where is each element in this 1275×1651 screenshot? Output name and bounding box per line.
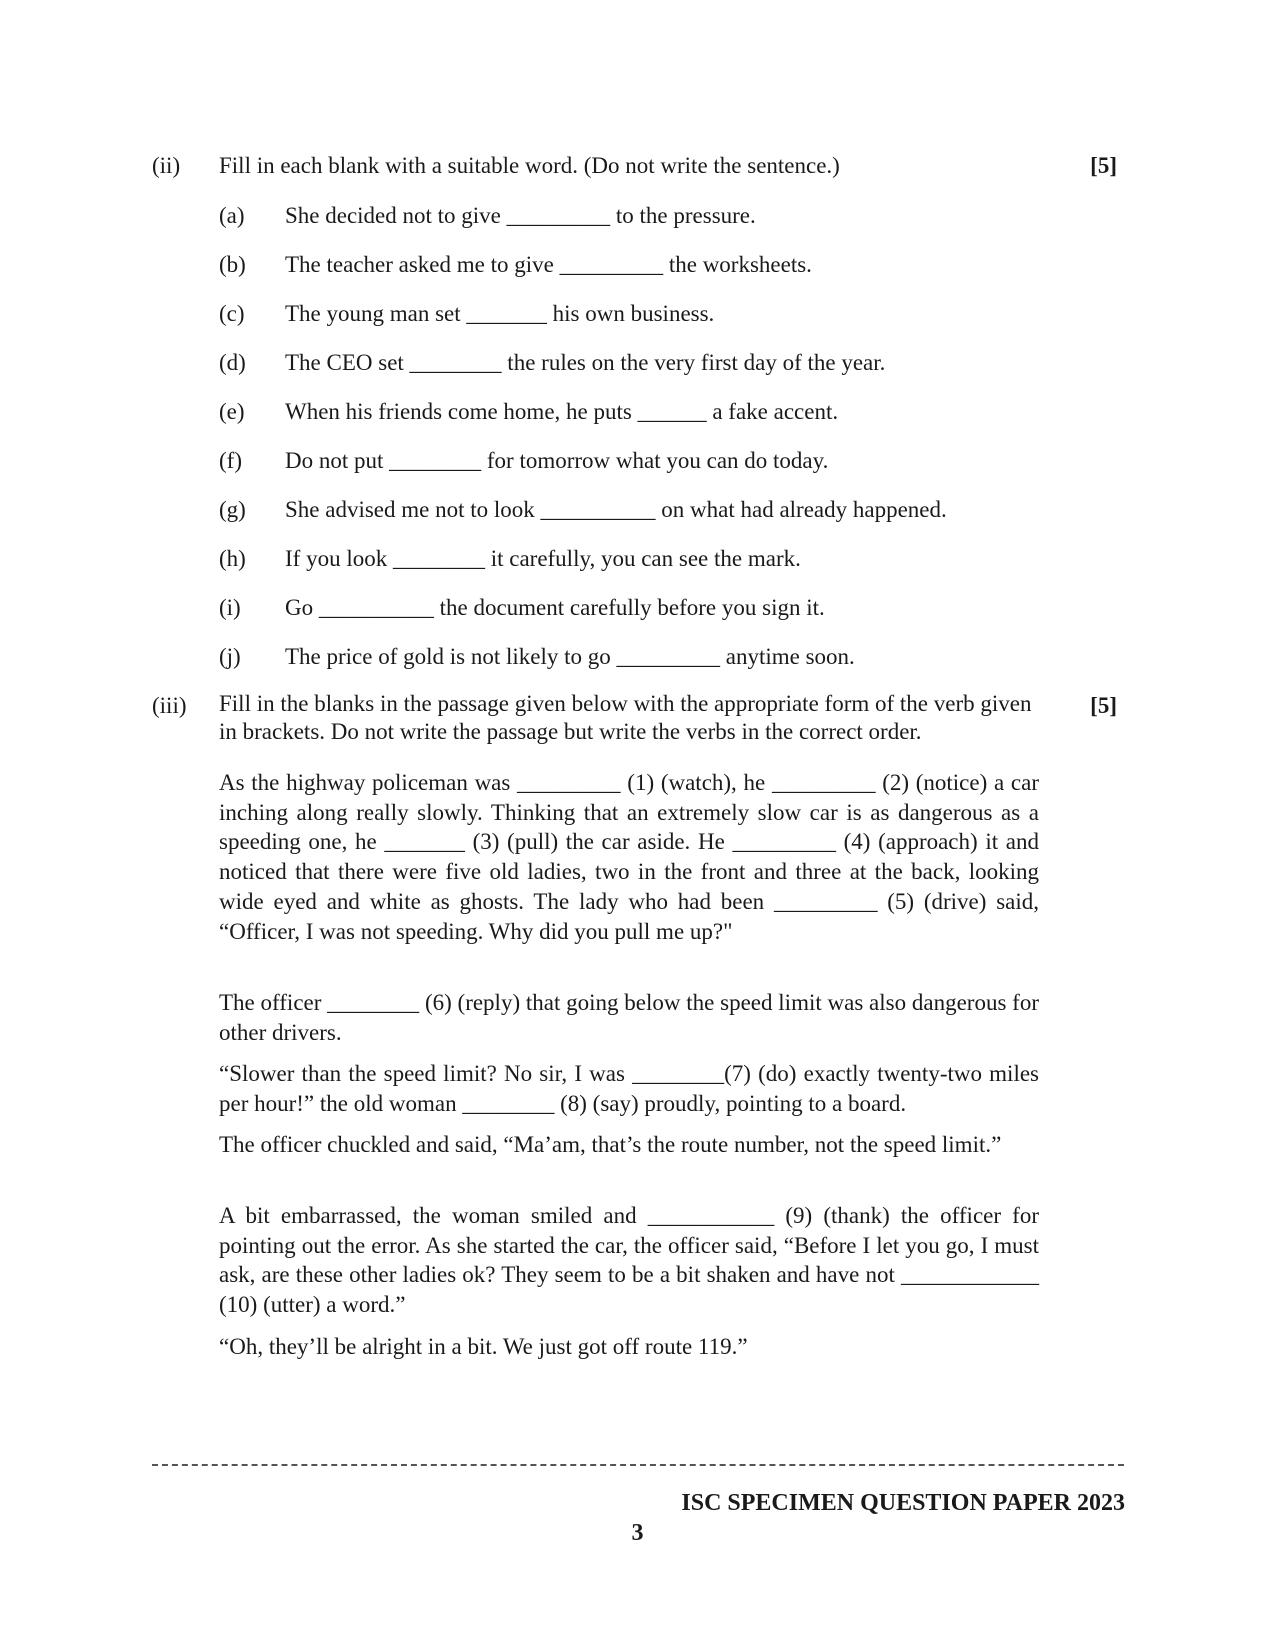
item-letter-f: (f) — [219, 448, 242, 473]
item-text-j: The price of gold is not likely to go _________ anytime soon. — [285, 644, 855, 669]
item-letter-e: (e) — [219, 399, 245, 424]
passage-paragraph-1: As the highway policeman was _________ (1) (watch), he _________ (2) (notice) a car inching along really slowly. Thinking that an extremely slow car is as dangerous as a speeding one, he _______ (3) (pull) the car aside. He _________ (4) (approach) it and noticed that there were five old ladies, two in the front and three at the back, looking wide eyed and white as ghosts. The lady who had been _________ (5) (drive) said, “Officer, I was not speeding. Why did you pull me up?" — [219, 770, 1039, 944]
question-ii-marks: [5] — [1090, 153, 1117, 178]
question-iii-instruction: Fill in the blanks in the passage given below with the appropriate form of the verb given in brackets. Do not write the passage but write the verbs in the correct order. — [219, 691, 1032, 744]
item-letter-g: (g) — [219, 497, 246, 522]
passage-paragraph-5: A bit embarrassed, the woman smiled and ___________ (9) (thank) the officer for pointing out the error. As she started the car, the officer said, “Before I let you go, I must ask, are these other ladies ok? They seem to be a bit shaken and have not ____________ (10) (utter) a word.” — [219, 1203, 1039, 1318]
passage-paragraph-4: The officer chuckled and said, “Ma’am, that’s the route number, not the speed limit.” — [219, 1132, 1002, 1157]
question-ii-instruction: Fill in each blank with a suitable word. (Do not write the sentence.) — [219, 153, 840, 178]
passage-paragraph-6: “Oh, they’ll be alright in a bit. We just got off route 119.” — [219, 1334, 748, 1359]
item-letter-d: (d) — [219, 350, 246, 375]
footer-divider — [152, 1464, 1124, 1466]
item-text-f: Do not put ________ for tomorrow what you can do today. — [285, 448, 829, 473]
item-text-e: When his friends come home, he puts ______ a fake accent. — [285, 399, 839, 424]
passage-paragraph-3: “Slower than the speed limit? No sir, I was ________(7) (do) exactly twenty-two miles per hour!” the old woman ________ (8) (say) proudly, pointing to a board. — [219, 1061, 1039, 1116]
question-number-ii: (ii) — [152, 153, 181, 178]
item-text-c: The young man set _______ his own business. — [285, 301, 715, 326]
passage-paragraph-2: The officer ________ (6) (reply) that going below the speed limit was also dangerous for other drivers. — [219, 990, 1039, 1045]
question-iii-marks: [5] — [1090, 693, 1117, 718]
item-letter-j: (j) — [219, 644, 241, 669]
page-number: 3 — [631, 1520, 644, 1546]
item-text-g: She advised me not to look __________ on what had already happened. — [285, 497, 947, 522]
item-text-i: Go __________ the document carefully before you sign it. — [285, 595, 825, 620]
item-letter-h: (h) — [219, 546, 246, 571]
footer-title: ISC SPECIMEN QUESTION PAPER 2023 — [681, 1490, 1125, 1516]
item-text-a: She decided not to give _________ to the pressure. — [285, 203, 756, 228]
item-letter-a: (a) — [219, 203, 245, 228]
item-letter-c: (c) — [219, 301, 245, 326]
item-text-b: The teacher asked me to give _________ the worksheets. — [285, 252, 812, 277]
item-letter-b: (b) — [219, 252, 246, 277]
item-letter-i: (i) — [219, 595, 241, 620]
question-number-iii: (iii) — [152, 693, 187, 718]
item-text-h: If you look ________ it carefully, you can see the mark. — [285, 546, 801, 571]
item-text-d: The CEO set ________ the rules on the very first day of the year. — [285, 350, 886, 375]
